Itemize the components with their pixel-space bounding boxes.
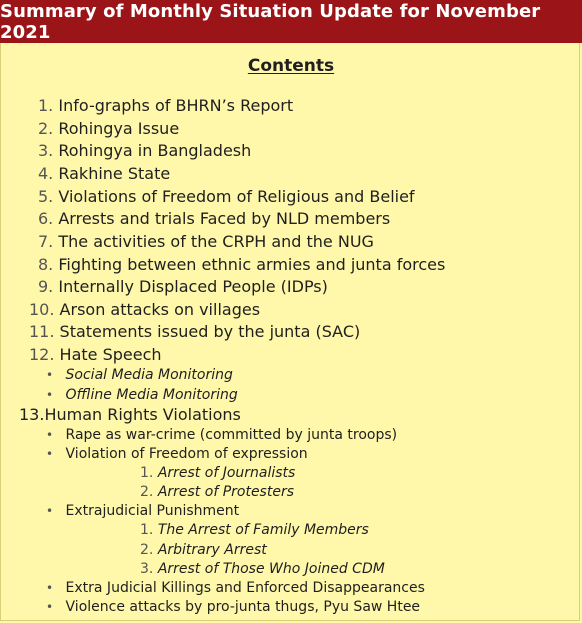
toc-item (38, 187, 415, 206)
toc-item-number: 12. (29, 345, 55, 364)
toc-subitem (46, 427, 397, 443)
toc-item-number: 4. (38, 164, 54, 183)
toc-item (29, 345, 162, 364)
bullet-icon: • (46, 600, 54, 614)
toc-subsubitem-number: 2. (140, 484, 154, 500)
toc-item-label: Violations of Freedom of Religious and Belief (58, 187, 415, 206)
toc-item (38, 119, 179, 138)
toc-item-label: Arson attacks on villages (59, 300, 261, 319)
toc-item-number: 9. (38, 277, 54, 296)
page-header (0, 0, 582, 43)
toc-subitem-label: Extrajudicial Punishment (65, 503, 240, 519)
bullet-icon: • (46, 428, 54, 442)
toc-item-number: 6. (38, 209, 54, 228)
toc-item (38, 141, 251, 160)
toc-subitem-label: Rape as war-crime (committed by junta troops) (65, 427, 398, 443)
toc-subsubitem (140, 561, 385, 577)
toc-item-number: 2. (38, 119, 54, 138)
toc-subsubitem-label: Arrest of Protesters (157, 484, 295, 500)
toc-item-number: 3. (38, 141, 54, 160)
bullet-icon: • (46, 504, 54, 518)
toc-subsubitem-number: 1. (140, 522, 154, 538)
bullet-icon: • (46, 368, 54, 382)
toc-subsubitem-number: 3. (140, 561, 154, 577)
toc-item (38, 164, 170, 183)
toc-subsubitem-label: Arrest of Journalists (157, 465, 296, 481)
toc-subitem-label: Offline Media Monitoring (65, 387, 238, 403)
toc-item-number: 11. (29, 322, 55, 341)
toc-item-number: 10. (29, 300, 55, 319)
toc-item-label: Rohingya Issue (58, 119, 180, 138)
toc-item-label: Rakhine State (58, 164, 171, 183)
bullet-icon: • (46, 388, 54, 402)
toc-subitem-label: Social Media Monitoring (65, 367, 233, 383)
toc-subitem-label: Violation of Freedom of expression (65, 446, 308, 462)
page-title: Summary of Monthly Situation Update for November 2021 (0, 0, 541, 43)
toc-item-label: Rohingya in Bangladesh (58, 141, 252, 160)
toc-subsubitem (140, 465, 295, 481)
toc-item-number: 1. (38, 96, 54, 115)
toc-item-label: Statements issued by the junta (SAC) (59, 322, 361, 341)
toc-subitem-label: Extra Judicial Killings and Enforced Disappearances (65, 580, 425, 596)
toc-item-label: The activities of the CRPH and the NUG (58, 232, 374, 251)
toc-item-label: Internally Displaced People (IDPs) (58, 277, 328, 296)
toc-subitem-label: Violence attacks by pro-junta thugs, Pyu Saw Htee (65, 599, 421, 615)
toc-item (38, 277, 328, 296)
toc-subsubitem-number: 2. (140, 542, 154, 558)
toc-item (38, 232, 374, 251)
toc-item-13: 13.Human Rights Violations (19, 405, 241, 424)
toc-item-label: Arrests and trials Faced by NLD members (58, 209, 391, 228)
toc-item (29, 322, 360, 341)
toc-subitem (46, 503, 239, 519)
toc-item-number: 7. (38, 232, 54, 251)
toc-subsubitem-label: Arrest of Those Who Joined CDM (157, 561, 385, 577)
toc-subsubitem-label: Arbitrary Arrest (157, 542, 267, 558)
bullet-icon: • (46, 447, 54, 461)
toc-subitem (46, 387, 238, 403)
toc-item (29, 300, 260, 319)
toc-item-number: 5. (38, 187, 54, 206)
toc-item (38, 96, 293, 115)
toc-item-label: Fighting between ethnic armies and junta forces (58, 255, 446, 274)
toc-subitem (46, 446, 308, 462)
toc-item-label: Info-graphs of BHRN’s Report (58, 96, 294, 115)
toc-subitem (46, 580, 425, 596)
toc-item-label: Hate Speech (59, 345, 162, 364)
toc-item (38, 255, 445, 274)
toc-subsubitem (140, 484, 294, 500)
toc-item-number: 8. (38, 255, 54, 274)
toc-subsubitem-label: The Arrest of Family Members (157, 522, 369, 538)
toc-subitem (46, 367, 233, 383)
toc-subsubitem (140, 542, 267, 558)
contents-heading: Contents (247, 56, 335, 76)
bullet-icon: • (46, 581, 54, 595)
toc-subsubitem (140, 522, 369, 538)
toc-subsubitem-number: 1. (140, 465, 154, 481)
toc-subitem (46, 599, 420, 615)
toc-item (38, 209, 390, 228)
